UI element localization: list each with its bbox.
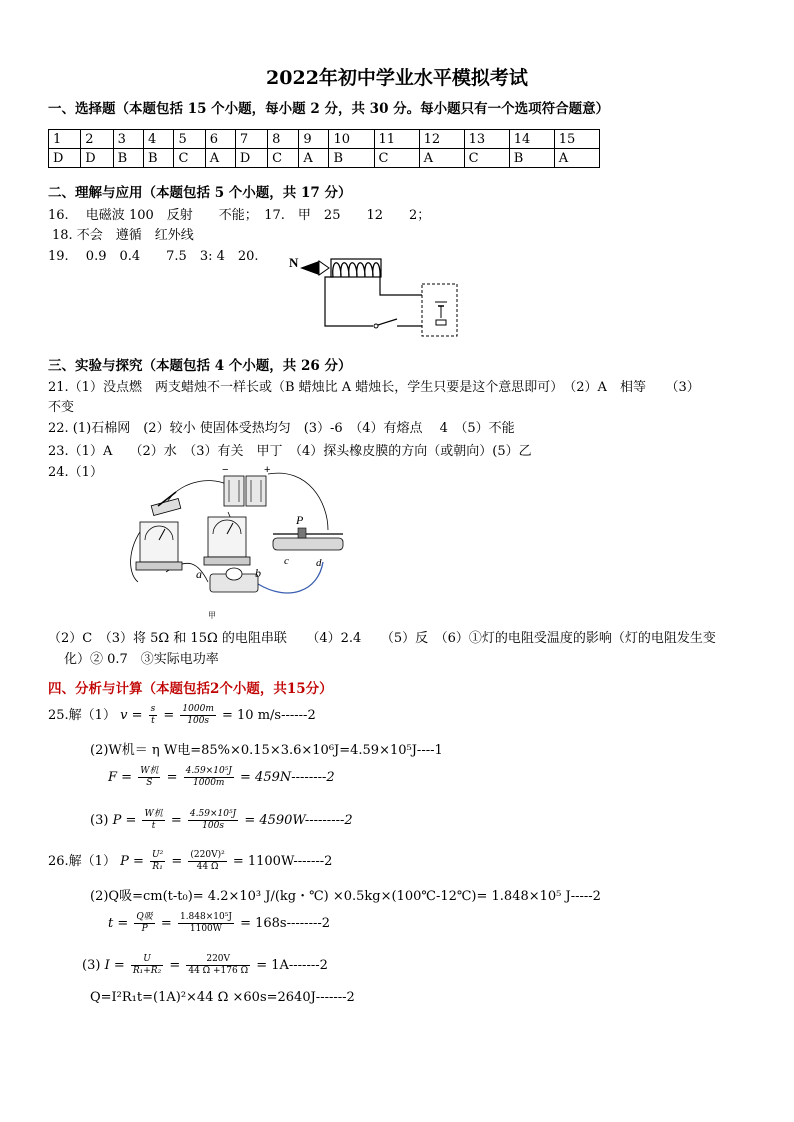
answer-cell: C <box>268 149 299 168</box>
calc-25-3: (3) P = $\frac{\text{W机}}{t}$ = $\frac{\text{4.59×10⁵J}}{100s}$ = 4590W---------2 <box>90 809 353 831</box>
question-number-cell: 15 <box>554 130 599 149</box>
answer-cell: D <box>81 149 113 168</box>
question-number-cell: 6 <box>205 130 235 149</box>
ammeter-base <box>136 562 182 570</box>
answer-21-line1: 21.（1）没点燃 两支蜡烛不一样长或（B 蜡烛比 A 蜡烛长，学生只要是这个意思即可） （2）A 相等 （3） <box>48 380 700 395</box>
battery-minus-label: − <box>222 464 229 476</box>
fraction-numerator: W机 <box>144 809 163 819</box>
fraction <box>149 704 158 727</box>
fraction-denominator: t <box>151 716 155 726</box>
terminal-d-label: d <box>316 557 322 569</box>
answer-cell: C <box>174 149 205 168</box>
wire-blue <box>258 562 323 593</box>
fraction <box>142 809 164 832</box>
answer-cell: C <box>464 149 509 168</box>
lamp-bulb <box>226 568 242 580</box>
terminal-a-label: a <box>196 567 202 581</box>
calc-label: (3) <box>82 958 101 973</box>
calc-lhs: I <box>104 958 110 973</box>
question-number-cell: 2 <box>81 130 113 149</box>
fraction-numerator: 220V <box>186 954 250 966</box>
fraction-denominator: R₁+R₂ <box>132 966 162 976</box>
fraction-numerator: 1.848×10⁵J <box>179 912 232 922</box>
answer-19-20: 19. 0.9 0.4 7.5 3: 4 20. <box>48 249 259 264</box>
slider-p-label: P <box>296 513 304 527</box>
calc-lhs: P <box>112 813 122 828</box>
rheostat-coil <box>273 538 343 550</box>
calc-result: = 168s--------2 <box>240 916 331 931</box>
fraction <box>150 850 165 873</box>
question-number-cell: 5 <box>174 130 205 149</box>
fraction-denominator: 44 Ω <box>196 862 219 872</box>
question-number-cell: 14 <box>509 130 554 149</box>
fraction-denominator: 1100W <box>189 924 223 934</box>
fraction <box>178 912 234 935</box>
fraction-numerator: U² <box>152 850 164 860</box>
question-number-cell: 10 <box>329 130 374 149</box>
fraction-numerator: U <box>131 954 163 966</box>
circuit-apparatus-figure <box>118 462 358 622</box>
fraction-numerator: W机 <box>140 766 159 776</box>
answer-16-17: 16. 电磁波 100 反射 不能； 17. 甲 25 12 2； <box>48 208 431 223</box>
answer-cell: A <box>419 149 464 168</box>
answer-18: 18. 不会 遵循 红外线 <box>52 228 194 243</box>
question-number-cell: 9 <box>299 130 329 149</box>
battery-box-dashed <box>422 284 457 336</box>
fraction <box>188 850 226 873</box>
calc-result: = 1100W-------2 <box>232 854 333 869</box>
fraction-denominator: 100s <box>202 821 224 831</box>
calc-25-1: 25.解（1） v = $\frac{s}{t}$ = $\frac{1000m}{100s}$ = 10 m/s------2 <box>48 704 316 726</box>
answer-cell: B <box>329 149 374 168</box>
calc-label: 25.解（1） <box>48 708 116 723</box>
answer-cell: C <box>374 149 419 168</box>
calc-26-2: (2)Q吸=cm(t-t₀)= 4.2×10³ J/(kg・℃) ×0.5kg×(100℃-12℃)= 1.848×10⁵ J-----2 <box>90 889 601 904</box>
answer-table-answer-row <box>49 149 600 168</box>
fraction-denominator: P <box>141 924 148 934</box>
coil <box>333 263 380 277</box>
figure-caption-jia: 甲 <box>208 611 216 620</box>
terminal-b-label: b <box>255 566 261 580</box>
answer-cell: B <box>144 149 174 168</box>
switch-contact <box>374 324 378 328</box>
fraction <box>180 704 215 727</box>
answer-cell: B <box>509 149 554 168</box>
question-number-cell: 13 <box>464 130 509 149</box>
fraction-numerator: 4.59×10⁵J <box>185 766 232 776</box>
answer-22: 22. (1)石棉网 (2）较小 使固体受热均匀 (3）-6 （4）有熔点 4 （5）不能 <box>48 421 515 436</box>
fraction-numerator: 1000m <box>182 704 214 714</box>
answer-24-label: 24.（1） <box>48 465 103 480</box>
question-number-cell: 7 <box>235 130 267 149</box>
fraction <box>138 766 160 789</box>
electromagnet-circuit-diagram <box>285 248 465 340</box>
calc-result: = 4590W---------2 <box>244 813 353 828</box>
fraction-denominator: R₁ <box>152 862 163 872</box>
calc-result: = 459N--------2 <box>240 770 335 785</box>
question-number-cell: 1 <box>49 130 81 149</box>
calc-lhs: v <box>120 708 128 723</box>
compass-needle-light <box>319 261 329 275</box>
compass-needle-dark <box>300 261 319 275</box>
answer-21-line2: 不变 <box>48 400 75 415</box>
answer-table-number-row <box>49 130 600 149</box>
wire-right <box>380 277 422 295</box>
question-number-cell: 8 <box>268 130 299 149</box>
fraction <box>134 912 154 935</box>
section-2-header: 二、理解与应用（本题包括 5 个小题，共 17 分） <box>48 185 352 201</box>
answer-table <box>48 129 600 168</box>
fraction-numerator: Q吸 <box>136 912 153 922</box>
fraction-denominator: 100s <box>187 716 210 726</box>
section-1-header: 一、选择题（本题包括 15 个小题，每小题 2 分，共 30 分。每小题只有一个选项符合题意） <box>48 101 610 117</box>
fraction <box>131 954 163 977</box>
fraction-numerator: s <box>150 704 156 714</box>
calc-26-3: (3) I = $\frac{U}{\text{R₁+R₂}}$ = $\frac{220V}{44 \Omega +176 \Omega}$ = 1A-------2 <box>82 954 328 976</box>
answer-24-line3: 化）② 0.7 ③实际电功率 <box>64 652 219 667</box>
answer-23: 23.（1）A （2）水 （3）有关 甲丁 （4）探头橡皮膜的方向（或朝向）(5）乙 <box>48 444 532 459</box>
battery-cell-1 <box>224 476 244 506</box>
fraction <box>184 766 234 789</box>
terminal-c-label: c <box>284 555 289 567</box>
section-4-header: 四、分析与计算（本题包括2个小题，共15分） <box>48 681 333 697</box>
question-number-cell: 4 <box>144 130 174 149</box>
question-number-cell: 12 <box>419 130 464 149</box>
battery-plus-label: + <box>264 464 271 476</box>
ammeter <box>140 522 178 562</box>
voltmeter <box>208 517 246 557</box>
calc-25-2-force: F = $\frac{\text{W机}}{S}$ = $\frac{\text{4.59×10⁵J}}{1000m}$ = 459N--------2 <box>108 766 335 788</box>
answer-cell: A <box>205 149 235 168</box>
answer-cell: A <box>299 149 329 168</box>
answer-cell: D <box>235 149 267 168</box>
calc-result: = 1A-------2 <box>256 958 328 973</box>
switch-lever <box>378 319 397 325</box>
section-3-header: 三、实验与探究（本题包括 4 个小题，共 26 分） <box>48 358 352 374</box>
calc-result: = 10 m/s------2 <box>222 708 316 723</box>
fraction-denominator: 1000m <box>193 778 225 788</box>
answer-cell: D <box>49 149 81 168</box>
fraction-denominator: 44 Ω +176 Ω <box>188 966 249 976</box>
answer-cell: B <box>113 149 143 168</box>
fraction <box>186 954 250 977</box>
wire-left <box>325 277 373 326</box>
calc-25-2: (2)W机＝ η W电=85%×0.15×3.6×10⁶J=4.59×10⁵J----1 <box>90 743 443 758</box>
battery-cell-2 <box>246 476 266 506</box>
fraction <box>188 809 238 832</box>
fraction-numerator: (220V)² <box>190 850 225 860</box>
calc-26-1: 26.解（1） P = $\frac{\text{U²}}{\text{R₁}}$ = $\frac{\text{(220V)²}}{44 \Omega}$ = 1100W-------2 <box>48 850 333 872</box>
knife-switch <box>151 499 181 516</box>
north-pole-label: N <box>289 255 299 270</box>
fraction-denominator: t <box>151 821 156 831</box>
question-number-cell: 3 <box>113 130 143 149</box>
answer-24-line2: （2）C （3）将 5Ω 和 15Ω 的电阻串联 （4）2.4 （5）反 （6）①灯的电阻受温度的影响（灯的电阻发生变 <box>48 631 716 646</box>
answer-cell: A <box>554 149 599 168</box>
fraction-numerator: 4.59×10⁵J <box>189 809 237 819</box>
calc-26-3-heat: Q=I²R₁t=(1A)²×44 Ω ×60s=2640J-------2 <box>90 990 355 1005</box>
question-number-cell: 11 <box>374 130 419 149</box>
battery-terminal <box>436 320 446 325</box>
rheostat-slider <box>298 528 306 538</box>
calc-label: (3) <box>90 813 109 828</box>
voltmeter-base <box>204 557 250 565</box>
fraction-denominator: S <box>146 778 153 788</box>
calc-label: 26.解（1） <box>48 854 116 869</box>
page-title: 2022年初中学业水平模拟考试 <box>266 67 528 89</box>
calc-26-2-time: t = $\frac{\text{Q吸}}{P}$ = $\frac{\text{1.848×10⁵J}}{1100W}$ = 168s--------2 <box>108 912 331 934</box>
calc-lhs: F <box>108 770 118 785</box>
calc-lhs: P <box>120 854 129 869</box>
calc-lhs: t <box>108 916 114 931</box>
